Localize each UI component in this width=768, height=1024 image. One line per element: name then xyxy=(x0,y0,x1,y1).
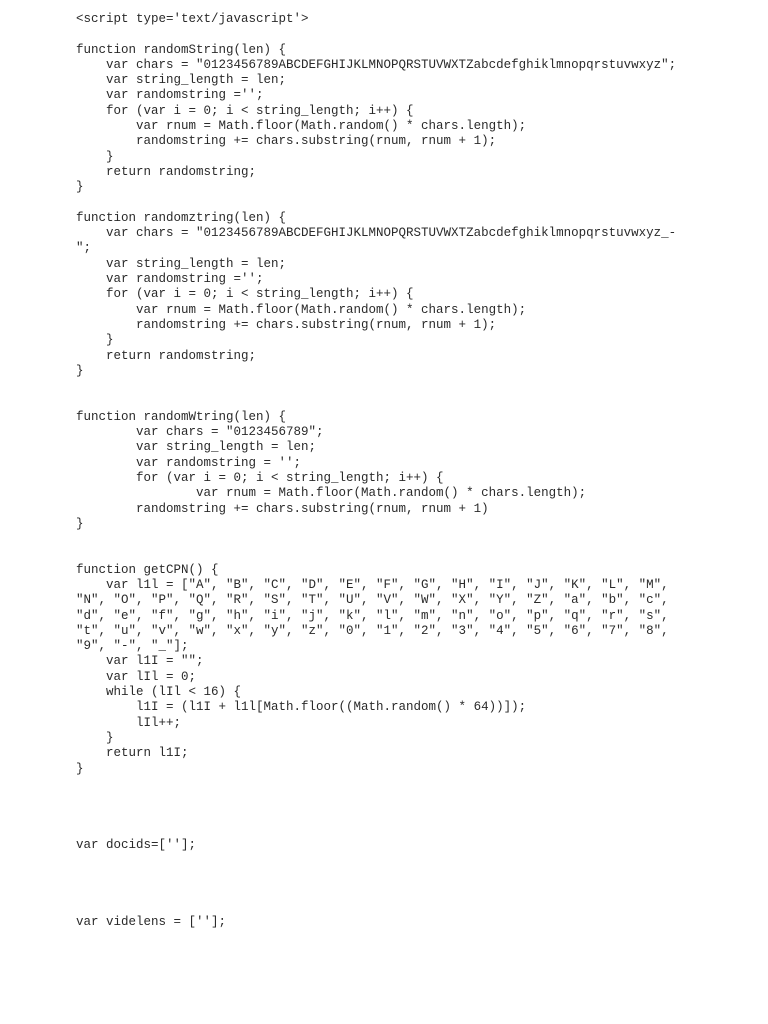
code-line: var chars = "0123456789"; xyxy=(76,425,324,440)
blank-line xyxy=(76,532,756,547)
blank-line xyxy=(76,807,756,822)
blank-line xyxy=(76,547,756,562)
code-listing xyxy=(76,12,756,930)
code-line: } xyxy=(76,761,84,776)
code-line: var string_length = len; xyxy=(76,256,287,271)
code-line: for (var i = 0; i < string_length; i++) { xyxy=(76,470,444,485)
blank-line xyxy=(76,884,756,899)
code-line: var l1l = ["A", "B", "C", "D", "E", "F", "G", "H", "I", "J", "K", "L", "M", xyxy=(76,577,669,592)
blank-line xyxy=(76,394,756,409)
code-line: lIl++; xyxy=(76,715,182,730)
code-line: } xyxy=(76,180,84,195)
code-line: return randomstring; xyxy=(76,348,257,363)
blank-line xyxy=(76,899,756,914)
code-line: return l1I; xyxy=(76,746,189,761)
code-line: var rnum = Math.floor(Math.random() * chars.length); xyxy=(76,302,527,317)
blank-line xyxy=(76,853,756,868)
code-line: for (var i = 0; i < string_length; i++) { xyxy=(76,287,414,302)
blank-line xyxy=(76,27,756,42)
code-line: var string_length = len; xyxy=(76,73,287,88)
code-line: } xyxy=(76,730,114,745)
code-line: var l1I = ""; xyxy=(76,654,204,669)
code-line: return randomstring; xyxy=(76,164,257,179)
blank-line xyxy=(76,869,756,884)
code-line: function randomString(len) { xyxy=(76,42,287,57)
code-line: var rnum = Math.floor(Math.random() * chars.length); xyxy=(76,486,587,501)
code-line: for (var i = 0; i < string_length; i++) { xyxy=(76,103,414,118)
code-line: "9", "-", "_"]; xyxy=(76,639,189,654)
code-line: } xyxy=(76,516,84,531)
code-line: var rnum = Math.floor(Math.random() * chars.length); xyxy=(76,119,527,134)
code-line: function randomWtring(len) { xyxy=(76,409,287,424)
code-line: var lIl = 0; xyxy=(76,669,197,684)
code-line: var randomstring =''; xyxy=(76,88,264,103)
code-line: while (lIl < 16) { xyxy=(76,685,242,700)
code-line: function randomztring(len) { xyxy=(76,210,287,225)
code-line: } xyxy=(76,149,114,164)
code-line: var chars = "0123456789ABCDEFGHIJKLMNOPQRSTUVWXTZabcdefghiklmnopqrstuvwxyz"; xyxy=(76,57,677,72)
blank-line xyxy=(76,196,756,211)
code-line: var string_length = len; xyxy=(76,440,317,455)
code-line: var docids=['']; xyxy=(76,838,197,853)
code-line: "t", "u", "v", "w", "x", "y", "z", "0", "1", "2", "3", "4", "5", "6", "7", "8", xyxy=(76,623,669,638)
blank-line xyxy=(76,792,756,807)
code-line: randomstring += chars.substring(rnum, rnum + 1) xyxy=(76,501,489,516)
code-line: "N", "O", "P", "Q", "R", "S", "T", "U", "V", "W", "X", "Y", "Z", "a", "b", "c", xyxy=(76,593,669,608)
code-line: var randomstring = ''; xyxy=(76,455,302,470)
blank-line xyxy=(76,823,756,838)
blank-line xyxy=(76,777,756,792)
code-line: "; xyxy=(76,241,92,256)
code-line: <script type='text/javascript'> xyxy=(76,12,309,26)
blank-line xyxy=(76,379,756,394)
code-line: "d", "e", "f", "g", "h", "i", "j", "k", "l", "m", "n", "o", "p", "q", "r", "s", xyxy=(76,608,669,623)
code-line: } xyxy=(76,363,84,378)
code-line: } xyxy=(76,333,114,348)
code-line: function getCPN() { xyxy=(76,562,219,577)
code-line: var chars = "0123456789ABCDEFGHIJKLMNOPQRSTUVWXTZabcdefghiklmnopqrstuvwxyz_- xyxy=(76,226,677,241)
code-line: randomstring += chars.substring(rnum, rnum + 1); xyxy=(76,134,497,149)
code-line: var randomstring =''; xyxy=(76,272,264,287)
code-line: randomstring += chars.substring(rnum, rnum + 1); xyxy=(76,317,497,332)
code-line: var videlens = ['']; xyxy=(76,914,227,929)
code-line: l1I = (l1I + l1l[Math.floor((Math.random() * 64))]); xyxy=(76,700,527,715)
